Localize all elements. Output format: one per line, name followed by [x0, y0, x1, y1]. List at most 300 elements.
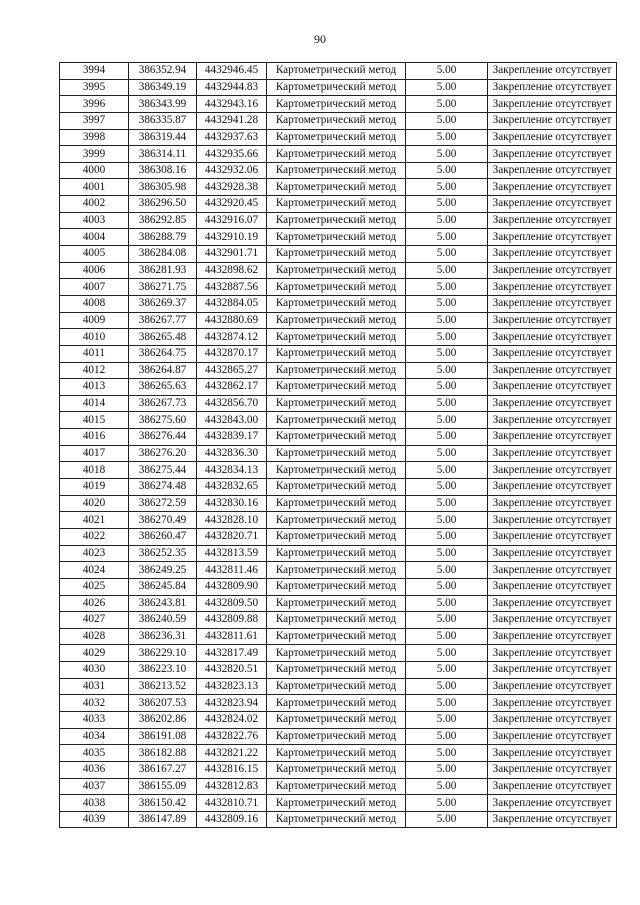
- coordinates-table: [59, 62, 617, 828]
- method-cell: Картометрический метод: [267, 612, 406, 629]
- method-cell: Картометрический метод: [267, 262, 406, 279]
- point-number-cell: 4026: [60, 595, 129, 612]
- y-coordinate-cell: 4432901.71: [197, 246, 267, 263]
- point-number-cell: 4009: [60, 312, 129, 329]
- fixation-cell: Закрепление отсутствует: [488, 112, 617, 129]
- y-coordinate-cell: 4432880.69: [197, 312, 267, 329]
- fixation-cell: Закрепление отсутствует: [488, 179, 617, 196]
- fixation-cell: Закрепление отсутствует: [488, 212, 617, 229]
- accuracy-cell: 5.00: [406, 279, 488, 296]
- point-number-cell: 3999: [60, 146, 129, 163]
- x-coordinate-cell: 386270.49: [129, 512, 197, 529]
- fixation-cell: Закрепление отсутствует: [488, 479, 617, 496]
- y-coordinate-cell: 4432811.61: [197, 628, 267, 645]
- method-cell: Картометрический метод: [267, 212, 406, 229]
- y-coordinate-cell: 4432817.49: [197, 645, 267, 662]
- method-cell: Картометрический метод: [267, 295, 406, 312]
- fixation-cell: Закрепление отсутствует: [488, 196, 617, 213]
- point-number-cell: 4032: [60, 695, 129, 712]
- y-coordinate-cell: 4432832.65: [197, 479, 267, 496]
- fixation-cell: Закрепление отсутствует: [488, 262, 617, 279]
- y-coordinate-cell: 4432830.16: [197, 495, 267, 512]
- table-row: [60, 495, 617, 512]
- point-number-cell: 4029: [60, 645, 129, 662]
- x-coordinate-cell: 386319.44: [129, 129, 197, 146]
- accuracy-cell: 5.00: [406, 312, 488, 329]
- table-row: [60, 761, 617, 778]
- y-coordinate-cell: 4432810.71: [197, 795, 267, 812]
- accuracy-cell: 5.00: [406, 96, 488, 113]
- fixation-cell: Закрепление отсутствует: [488, 578, 617, 595]
- fixation-cell: Закрепление отсутствует: [488, 345, 617, 362]
- y-coordinate-cell: 4432839.17: [197, 429, 267, 446]
- table-row: [60, 79, 617, 96]
- point-number-cell: 4014: [60, 395, 129, 412]
- fixation-cell: Закрепление отсутствует: [488, 745, 617, 762]
- point-number-cell: 3997: [60, 112, 129, 129]
- accuracy-cell: 5.00: [406, 429, 488, 446]
- fixation-cell: Закрепление отсутствует: [488, 412, 617, 429]
- method-cell: Картометрический метод: [267, 312, 406, 329]
- y-coordinate-cell: 4432941.28: [197, 112, 267, 129]
- y-coordinate-cell: 4432813.59: [197, 545, 267, 562]
- method-cell: Картометрический метод: [267, 512, 406, 529]
- x-coordinate-cell: 386292.85: [129, 212, 197, 229]
- table-row: [60, 129, 617, 146]
- accuracy-cell: 5.00: [406, 528, 488, 545]
- point-number-cell: 3994: [60, 63, 129, 80]
- point-number-cell: 4039: [60, 811, 129, 828]
- x-coordinate-cell: 386271.75: [129, 279, 197, 296]
- point-number-cell: 4017: [60, 445, 129, 462]
- x-coordinate-cell: 386272.59: [129, 495, 197, 512]
- x-coordinate-cell: 386275.44: [129, 462, 197, 479]
- table-row: [60, 562, 617, 579]
- method-cell: Картометрический метод: [267, 362, 406, 379]
- accuracy-cell: 5.00: [406, 262, 488, 279]
- table-row: [60, 395, 617, 412]
- y-coordinate-cell: 4432935.66: [197, 146, 267, 163]
- table-row: [60, 379, 617, 396]
- accuracy-cell: 5.00: [406, 695, 488, 712]
- table-row: [60, 811, 617, 828]
- point-number-cell: 4013: [60, 379, 129, 396]
- x-coordinate-cell: 386267.77: [129, 312, 197, 329]
- method-cell: Картометрический метод: [267, 129, 406, 146]
- y-coordinate-cell: 4432809.90: [197, 578, 267, 595]
- method-cell: Картометрический метод: [267, 345, 406, 362]
- fixation-cell: Закрепление отсутствует: [488, 612, 617, 629]
- y-coordinate-cell: 4432812.83: [197, 778, 267, 795]
- table-row: [60, 429, 617, 446]
- table-row: [60, 479, 617, 496]
- point-number-cell: 4022: [60, 528, 129, 545]
- accuracy-cell: 5.00: [406, 395, 488, 412]
- accuracy-cell: 5.00: [406, 662, 488, 679]
- fixation-cell: Закрепление отсутствует: [488, 645, 617, 662]
- y-coordinate-cell: 4432809.50: [197, 595, 267, 612]
- table-row: [60, 246, 617, 263]
- fixation-cell: Закрепление отсутствует: [488, 562, 617, 579]
- accuracy-cell: 5.00: [406, 345, 488, 362]
- accuracy-cell: 5.00: [406, 146, 488, 163]
- point-number-cell: 4025: [60, 578, 129, 595]
- point-number-cell: 4011: [60, 345, 129, 362]
- table-row: [60, 645, 617, 662]
- point-number-cell: 4007: [60, 279, 129, 296]
- point-number-cell: 4036: [60, 761, 129, 778]
- method-cell: Картометрический метод: [267, 528, 406, 545]
- fixation-cell: Закрепление отсутствует: [488, 728, 617, 745]
- fixation-cell: Закрепление отсутствует: [488, 761, 617, 778]
- accuracy-cell: 5.00: [406, 711, 488, 728]
- table-row: [60, 695, 617, 712]
- accuracy-cell: 5.00: [406, 578, 488, 595]
- table-row: [60, 146, 617, 163]
- fixation-cell: Закрепление отсутствует: [488, 495, 617, 512]
- x-coordinate-cell: 386252.35: [129, 545, 197, 562]
- fixation-cell: Закрепление отсутствует: [488, 279, 617, 296]
- x-coordinate-cell: 386281.93: [129, 262, 197, 279]
- accuracy-cell: 5.00: [406, 612, 488, 629]
- point-number-cell: 4033: [60, 711, 129, 728]
- point-number-cell: 4021: [60, 512, 129, 529]
- point-number-cell: 4016: [60, 429, 129, 446]
- table-row: [60, 745, 617, 762]
- accuracy-cell: 5.00: [406, 379, 488, 396]
- x-coordinate-cell: 386182.88: [129, 745, 197, 762]
- accuracy-cell: 5.00: [406, 329, 488, 346]
- point-number-cell: 4004: [60, 229, 129, 246]
- table-row: [60, 362, 617, 379]
- y-coordinate-cell: 4432856.70: [197, 395, 267, 412]
- x-coordinate-cell: 386260.47: [129, 528, 197, 545]
- accuracy-cell: 5.00: [406, 246, 488, 263]
- x-coordinate-cell: 386349.19: [129, 79, 197, 96]
- y-coordinate-cell: 4432809.16: [197, 811, 267, 828]
- x-coordinate-cell: 386147.89: [129, 811, 197, 828]
- fixation-cell: Закрепление отсутствует: [488, 395, 617, 412]
- point-number-cell: 4035: [60, 745, 129, 762]
- table-row: [60, 179, 617, 196]
- x-coordinate-cell: 386276.44: [129, 429, 197, 446]
- accuracy-cell: 5.00: [406, 196, 488, 213]
- point-number-cell: 4027: [60, 612, 129, 629]
- fixation-cell: Закрепление отсутствует: [488, 678, 617, 695]
- fixation-cell: Закрепление отсутствует: [488, 628, 617, 645]
- method-cell: Картометрический метод: [267, 462, 406, 479]
- method-cell: Картометрический метод: [267, 429, 406, 446]
- fixation-cell: Закрепление отсутствует: [488, 246, 617, 263]
- accuracy-cell: 5.00: [406, 545, 488, 562]
- table-row: [60, 112, 617, 129]
- point-number-cell: 4002: [60, 196, 129, 213]
- table-row: [60, 462, 617, 479]
- accuracy-cell: 5.00: [406, 362, 488, 379]
- point-number-cell: 4001: [60, 179, 129, 196]
- accuracy-cell: 5.00: [406, 495, 488, 512]
- y-coordinate-cell: 4432823.13: [197, 678, 267, 695]
- accuracy-cell: 5.00: [406, 728, 488, 745]
- x-coordinate-cell: 386191.08: [129, 728, 197, 745]
- point-number-cell: 4020: [60, 495, 129, 512]
- accuracy-cell: 5.00: [406, 295, 488, 312]
- y-coordinate-cell: 4432910.19: [197, 229, 267, 246]
- method-cell: Картометрический метод: [267, 711, 406, 728]
- fixation-cell: Закрепление отсутствует: [488, 512, 617, 529]
- table-body: [60, 63, 617, 828]
- fixation-cell: Закрепление отсутствует: [488, 312, 617, 329]
- method-cell: Картометрический метод: [267, 578, 406, 595]
- accuracy-cell: 5.00: [406, 645, 488, 662]
- y-coordinate-cell: 4432932.06: [197, 162, 267, 179]
- method-cell: Картометрический метод: [267, 662, 406, 679]
- accuracy-cell: 5.00: [406, 112, 488, 129]
- accuracy-cell: 5.00: [406, 512, 488, 529]
- x-coordinate-cell: 386267.73: [129, 395, 197, 412]
- y-coordinate-cell: 4432821.22: [197, 745, 267, 762]
- accuracy-cell: 5.00: [406, 745, 488, 762]
- method-cell: Картометрический метод: [267, 112, 406, 129]
- fixation-cell: Закрепление отсутствует: [488, 662, 617, 679]
- table-row: [60, 96, 617, 113]
- x-coordinate-cell: 386213.52: [129, 678, 197, 695]
- fixation-cell: Закрепление отсутствует: [488, 711, 617, 728]
- point-number-cell: 4030: [60, 662, 129, 679]
- x-coordinate-cell: 386243.81: [129, 595, 197, 612]
- fixation-cell: Закрепление отсутствует: [488, 96, 617, 113]
- table-row: [60, 795, 617, 812]
- accuracy-cell: 5.00: [406, 761, 488, 778]
- y-coordinate-cell: 4432874.12: [197, 329, 267, 346]
- table-row: [60, 628, 617, 645]
- y-coordinate-cell: 4432820.71: [197, 528, 267, 545]
- point-number-cell: 4003: [60, 212, 129, 229]
- x-coordinate-cell: 386264.75: [129, 345, 197, 362]
- method-cell: Картометрический метод: [267, 645, 406, 662]
- x-coordinate-cell: 386269.37: [129, 295, 197, 312]
- method-cell: Картометрический метод: [267, 79, 406, 96]
- point-number-cell: 4005: [60, 246, 129, 263]
- x-coordinate-cell: 386288.79: [129, 229, 197, 246]
- table-row: [60, 545, 617, 562]
- x-coordinate-cell: 386284.08: [129, 246, 197, 263]
- x-coordinate-cell: 386264.87: [129, 362, 197, 379]
- table-row: [60, 345, 617, 362]
- table-row: [60, 662, 617, 679]
- method-cell: Картометрический метод: [267, 162, 406, 179]
- table-row: [60, 578, 617, 595]
- fixation-cell: Закрепление отсутствует: [488, 778, 617, 795]
- method-cell: Картометрический метод: [267, 745, 406, 762]
- accuracy-cell: 5.00: [406, 778, 488, 795]
- point-number-cell: 4034: [60, 728, 129, 745]
- accuracy-cell: 5.00: [406, 595, 488, 612]
- y-coordinate-cell: 4432887.56: [197, 279, 267, 296]
- accuracy-cell: 5.00: [406, 212, 488, 229]
- method-cell: Картометрический метод: [267, 479, 406, 496]
- table-row: [60, 778, 617, 795]
- x-coordinate-cell: 386245.84: [129, 578, 197, 595]
- method-cell: Картометрический метод: [267, 63, 406, 80]
- y-coordinate-cell: 4432946.45: [197, 63, 267, 80]
- method-cell: Картометрический метод: [267, 495, 406, 512]
- x-coordinate-cell: 386202.86: [129, 711, 197, 728]
- accuracy-cell: 5.00: [406, 162, 488, 179]
- table-row: [60, 312, 617, 329]
- method-cell: Картометрический метод: [267, 628, 406, 645]
- x-coordinate-cell: 386314.11: [129, 146, 197, 163]
- method-cell: Картометрический метод: [267, 395, 406, 412]
- x-coordinate-cell: 386207.53: [129, 695, 197, 712]
- table-row: [60, 196, 617, 213]
- table-row: [60, 678, 617, 695]
- table-row: [60, 329, 617, 346]
- table-row: [60, 612, 617, 629]
- fixation-cell: Закрепление отсутствует: [488, 295, 617, 312]
- fixation-cell: Закрепление отсутствует: [488, 79, 617, 96]
- fixation-cell: Закрепление отсутствует: [488, 429, 617, 446]
- accuracy-cell: 5.00: [406, 562, 488, 579]
- x-coordinate-cell: 386265.48: [129, 329, 197, 346]
- y-coordinate-cell: 4432928.38: [197, 179, 267, 196]
- fixation-cell: Закрепление отсутствует: [488, 462, 617, 479]
- x-coordinate-cell: 386249.25: [129, 562, 197, 579]
- y-coordinate-cell: 4432862.17: [197, 379, 267, 396]
- point-number-cell: 3996: [60, 96, 129, 113]
- point-number-cell: 4019: [60, 479, 129, 496]
- point-number-cell: 4018: [60, 462, 129, 479]
- table-row: [60, 229, 617, 246]
- table-row: [60, 595, 617, 612]
- point-number-cell: 3998: [60, 129, 129, 146]
- page-number: 90: [314, 32, 326, 46]
- point-number-cell: 3995: [60, 79, 129, 96]
- method-cell: Картометрический метод: [267, 545, 406, 562]
- accuracy-cell: 5.00: [406, 63, 488, 80]
- fixation-cell: Закрепление отсутствует: [488, 329, 617, 346]
- y-coordinate-cell: 4432809.88: [197, 612, 267, 629]
- y-coordinate-cell: 4432870.17: [197, 345, 267, 362]
- method-cell: Картометрический метод: [267, 678, 406, 695]
- y-coordinate-cell: 4432820.51: [197, 662, 267, 679]
- method-cell: Картометрический метод: [267, 761, 406, 778]
- method-cell: Картометрический метод: [267, 329, 406, 346]
- y-coordinate-cell: 4432884.05: [197, 295, 267, 312]
- method-cell: Картометрический метод: [267, 445, 406, 462]
- table-row: [60, 262, 617, 279]
- fixation-cell: Закрепление отсутствует: [488, 129, 617, 146]
- accuracy-cell: 5.00: [406, 229, 488, 246]
- method-cell: Картометрический метод: [267, 795, 406, 812]
- table-row: [60, 445, 617, 462]
- y-coordinate-cell: 4432834.13: [197, 462, 267, 479]
- y-coordinate-cell: 4432865.27: [197, 362, 267, 379]
- accuracy-cell: 5.00: [406, 811, 488, 828]
- fixation-cell: Закрепление отсутствует: [488, 379, 617, 396]
- x-coordinate-cell: 386335.87: [129, 112, 197, 129]
- accuracy-cell: 5.00: [406, 79, 488, 96]
- y-coordinate-cell: 4432823.94: [197, 695, 267, 712]
- method-cell: Картометрический метод: [267, 196, 406, 213]
- method-cell: Картометрический метод: [267, 179, 406, 196]
- method-cell: Картометрический метод: [267, 412, 406, 429]
- fixation-cell: Закрепление отсутствует: [488, 229, 617, 246]
- y-coordinate-cell: 4432824.02: [197, 711, 267, 728]
- x-coordinate-cell: 386236.31: [129, 628, 197, 645]
- point-number-cell: 4038: [60, 795, 129, 812]
- table-row: [60, 512, 617, 529]
- fixation-cell: Закрепление отсутствует: [488, 528, 617, 545]
- table-row: [60, 295, 617, 312]
- fixation-cell: Закрепление отсутствует: [488, 695, 617, 712]
- table-row: [60, 63, 617, 80]
- method-cell: Картометрический метод: [267, 595, 406, 612]
- method-cell: Картометрический метод: [267, 229, 406, 246]
- method-cell: Картометрический метод: [267, 811, 406, 828]
- x-coordinate-cell: 386265.63: [129, 379, 197, 396]
- accuracy-cell: 5.00: [406, 412, 488, 429]
- x-coordinate-cell: 386276.20: [129, 445, 197, 462]
- x-coordinate-cell: 386275.60: [129, 412, 197, 429]
- table-row: [60, 279, 617, 296]
- method-cell: Картометрический метод: [267, 379, 406, 396]
- point-number-cell: 4031: [60, 678, 129, 695]
- method-cell: Картометрический метод: [267, 279, 406, 296]
- point-number-cell: 4010: [60, 329, 129, 346]
- y-coordinate-cell: 4432843.00: [197, 412, 267, 429]
- method-cell: Картометрический метод: [267, 246, 406, 263]
- point-number-cell: 4008: [60, 295, 129, 312]
- point-number-cell: 4015: [60, 412, 129, 429]
- table-row: [60, 212, 617, 229]
- x-coordinate-cell: 386229.10: [129, 645, 197, 662]
- x-coordinate-cell: 386223.10: [129, 662, 197, 679]
- x-coordinate-cell: 386305.98: [129, 179, 197, 196]
- fixation-cell: Закрепление отсутствует: [488, 146, 617, 163]
- fixation-cell: Закрепление отсутствует: [488, 362, 617, 379]
- y-coordinate-cell: 4432836.30: [197, 445, 267, 462]
- accuracy-cell: 5.00: [406, 445, 488, 462]
- accuracy-cell: 5.00: [406, 179, 488, 196]
- fixation-cell: Закрепление отсутствует: [488, 811, 617, 828]
- accuracy-cell: 5.00: [406, 462, 488, 479]
- point-number-cell: 4028: [60, 628, 129, 645]
- accuracy-cell: 5.00: [406, 129, 488, 146]
- point-number-cell: 4006: [60, 262, 129, 279]
- point-number-cell: 4024: [60, 562, 129, 579]
- x-coordinate-cell: 386308.16: [129, 162, 197, 179]
- x-coordinate-cell: 386240.59: [129, 612, 197, 629]
- table-row: [60, 728, 617, 745]
- y-coordinate-cell: 4432811.46: [197, 562, 267, 579]
- fixation-cell: Закрепление отсутствует: [488, 545, 617, 562]
- y-coordinate-cell: 4432916.07: [197, 212, 267, 229]
- x-coordinate-cell: 386343.99: [129, 96, 197, 113]
- table-row: [60, 162, 617, 179]
- y-coordinate-cell: 4432920.45: [197, 196, 267, 213]
- method-cell: Картометрический метод: [267, 695, 406, 712]
- x-coordinate-cell: 386296.50: [129, 196, 197, 213]
- y-coordinate-cell: 4432828.10: [197, 512, 267, 529]
- point-number-cell: 4037: [60, 778, 129, 795]
- accuracy-cell: 5.00: [406, 628, 488, 645]
- y-coordinate-cell: 4432944.83: [197, 79, 267, 96]
- point-number-cell: 4023: [60, 545, 129, 562]
- y-coordinate-cell: 4432898.62: [197, 262, 267, 279]
- x-coordinate-cell: 386150.42: [129, 795, 197, 812]
- method-cell: Картометрический метод: [267, 96, 406, 113]
